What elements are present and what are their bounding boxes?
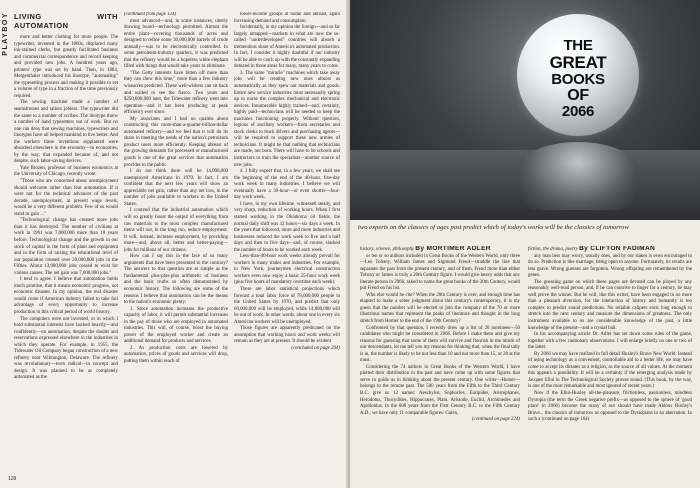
byline-by: By	[415, 246, 425, 252]
paragraph: I contend that the industrial automation which will so greatly boost the output of everything from raw materials to the most complex manufactured items will not, in the long run, reduce employment. It will, instead, increase employment, by providing more—and, above all, better and better-paying—jobs for millions of our citizens.	[124, 208, 228, 253]
paragraph: lower-income groups at home and abroad, again increasing demand and consumption.	[234, 12, 340, 24]
paragraph: more and better clothing for more people. The typewriter, invented in the 1860s, displaced many ink-stained clerks, but greatly facilitated business and commercial correspondence and record keeping and provided new jobs. A hundred years ago, printers' type was set by hand. Then, in 1884, Mergenthaler introduced his linotype, "automating" the typesetting process and making it possible to set a volume of type in a fraction of the time previously required.	[14, 35, 118, 99]
paragraph: Less-than-40-hour work weeks already prevail for workers in many trades and industries. For example, in New York, journeymen electrical construction workers even now enjoy a basic 25-hour work week (plus five hours of mandatory overtime each week).	[234, 254, 340, 286]
paragraph: I do not think there will be 14,000,000 unemployed Americans in 1970. In fact, I am confident that the next few years will show an appreciable net gain, rather than any net loss, in the number of jobs available to workers in the United States.	[124, 169, 228, 207]
page-number: 128	[8, 476, 17, 482]
article-title: LIVING WITH AUTOMATION	[14, 12, 118, 30]
byline	[360, 246, 520, 254]
paragraph: Those figures are apparently predicated on the assumption that working hours and work weeks will remain as they are at present. It should be evident	[234, 326, 340, 345]
paragraph: In his accompanying article Dr. Adler has set down some rules of the game, together with a few cautionary observations. I will enlarge briefly on one or two of the latter.	[528, 332, 692, 351]
continued-to-note: (concluded on page 204)	[291, 345, 340, 351]
continued-from-note: (continued from page 124)	[124, 12, 177, 17]
paragraph: I have, in my own lifetime, witnessed steady, and very sharp, reduction of working hours. When I first started working in the Oklahoma oil fields, the normal daily shift was 12 hours—six days a week. In the years that followed, more and more industries and businesses reduced the work week to five and a half days and then to five days—and, of course, slashed the number of hours to be worked each week.	[234, 201, 340, 253]
paragraph: The guessing game on which these pages are devoted can be played by any reasonably well-read person, and, if he can contrive to linger for a century, he may well prove the winner. But he will, like this writer, have been engaged in no more than a pleasant diversion, for the interaction of history and humanity is too complex to predict sound predictions. No reliable calipers exist long enough to stretch into the next century and measure the dimensions of greatness. The only instrument available to us are considerable knowledge of the past, a little knowledge of the present—and a crystal ball.	[528, 279, 692, 331]
paragraph: or ten or so authors included in Great Books of the Western World, only three—Leo Tolstoy, William James and Sigmund Freud—straddle the line that separates the past from the present century, and of them, Freud more than either Tolstoy or James is truly a 20th Century figure. I would give heavy odds that any literate person in 2066, asked to name the great books of the 20th Century, would put Freud on his list.	[360, 253, 520, 292]
byline-author: CLIFTON FADIMAN	[590, 246, 656, 252]
paragraph: Incidentally, in my opinion the foreign—and so far largely untapped—markets in what are now the so-called "underdeveloped" countries will absorb a tremendous share of America's automated production. In fact, I consider it highly doubtful if our industry will be able to catch up with the constantly expanding demand in those areas for many, many years to come.	[234, 25, 340, 70]
crystal-ball-stand	[518, 142, 638, 210]
paragraph: My associates and I had no qualms about constructing this more-than-a-quarter-billion-dollar automated refinery—and we feel that it will do its share in meeting the needs of the nation's petroleum product users more efficiently. Keeping abreast of the growing demands for processed or manufactured goods is one of the great services that automation provides to the public.	[124, 116, 228, 168]
paragraph: 1. Since automation increases the productive capacity of labor, it will permit substantial increases in the pay of those who are employed in automated industries. This will, of course, boost the buying power of the employed worker and create an additional demand for products and services.	[124, 306, 228, 345]
paragraph: 4. I fully expect that, in a few years, we shall see the beginning of the end of the 40-hour, five-day work week in many industries. I believe we will eventually have a 30-hour—or even shorter—four-day work week.	[234, 169, 340, 201]
byline-subject: fiction, the drama, poetry	[528, 247, 578, 252]
paragraph: Confronted by that question, I recently drew up a list of 20 nominees—50 candidates who might be considered in 2066. Before I make them and give my reasons for guessing that some of them will survive and flourish in the minds of our descendants, let me tell you my reasons for thinking that, when the final tally is in, the number is likely to be not less than 10 and not more than 15, or 20 at the most.	[360, 325, 520, 364]
left-column-1	[14, 12, 118, 474]
paragraph: 3. The same "miracle" machines which take away jobs will be creating new ones almost as automatically as they spew out materials and goods. Entire new service industries must necessarily spring up to nurse the complex mechanical and electronic devices. Innumerable highly trained—and, certainly, highly paid—technicians will be needed to keep the machines functioning properly. Without question, legions of ancillary workers—from secretaries and stock clerks to truck drivers and purchasing agents—will be required to support these new armies of technicians. It might be that nothing that technicians are made, not born. There will have to be schools and instructors to train the specialists—another source of new jobs.	[234, 70, 340, 168]
article-deck: two experts on the classics of ages past predict which of today's works will be the classics of tomorrow	[358, 224, 629, 231]
paragraph: There are labor statistical projections which forecast a total labor force of 78,000,000 people in the United States by 1970, and predict that only 60,000,000 will be employed, while 14,000,000 will be out of work. In other words, about one in every six American workers will be unemployed.	[234, 286, 340, 325]
paragraph: "The Getty interests have bitten off more than they can chew this time," more than a few industry wiseacres predicted. These well-wishers can sit back and waited to see the fiasco. Two years and $250,000,000 later, the Tidewater refinery went into operation—and it has been producing at peak efficiency ever since.	[124, 70, 228, 116]
byline-author: MORTIMER ADLER	[426, 246, 491, 252]
running-head: PLAYBOY	[2, 12, 9, 56]
left-column-2	[124, 12, 228, 474]
byline	[528, 246, 692, 254]
sphere-line: THE	[563, 37, 593, 54]
crystal-ball-text	[517, 38, 639, 120]
paragraph: Who else would he cite? When the 20th Century is over, and enough time has elapsed to make a sober judgment about this century's contemporary, it is my guess that the number will be elected to join the company of the 70 or more illustrious names that represent the peaks of literature and thought in the long stretch from Homer to the end of the 19th Century?	[360, 292, 520, 325]
paragraph: The computers were not invented, or in which I hold substantial interests have backed heavily—and confidently—on automation, despite the doubts and reservations expressed elsewhere in the industries in which they operate. For example, in 1955, the Tidewater Oil Company began construction of a new refinery near Wilmington, Delaware. The refinery was revolutionary—even radical—in concept and design. It was planned to be as completely automated as the	[14, 316, 118, 381]
paragraph: Now if the Ellul-Huxley all-the-pleasure, frictionless, passionless, mindless Dystopia (the term the Greek negative prefix—as opposed to the sphere of 'good place' in 2066) become the many of our should have made Aldous Huxley's Brave... the classics of tomorrow as opposed to the Dystopians in an aberration. In such a (continued on page 164)	[528, 391, 692, 423]
crystal-ball	[517, 14, 639, 136]
byline-by: By	[579, 246, 589, 252]
paragraph: The sewing machine made a number of seamstresses and tailors jobless. The typewriter did the same to a number of scribes. The linotype threw a number of hand typesetters out of work. But no one can deny that sewing machines, typewriters and linotypes have all helped mankind to live better. And the workers these inventions supplanted were absorbed elsewhere in the economy—in economies, by the way, that expanded because of, and not despite, such labor-saving devices.	[14, 100, 118, 165]
adler-column	[360, 246, 520, 480]
sphere-line: GREAT	[549, 53, 607, 72]
paragraph: I tend to agree. I believe that automation holds much promise, that it means economic progress, not economic disaster. In my opinion, the real disaster would come if American industry failed to take full advantage of every opportunity to increase production in this critical period of world history.	[14, 277, 118, 315]
paragraph: any man bets may worry, usually does, and by our stakes is even encouraged to do so. Prediction is like marriage, being open to anyone. Fortunately, its results are less grave. Wrong guesses are forgotten. Wrong offspring are remembered by the genes.	[528, 253, 692, 279]
paragraph: 2. As production costs are lowered by automation, prices of goods and services will drop, putting them within reach of	[124, 345, 228, 364]
paragraph: How can I say this in the face of so many arguments that have been presented to the contrary? The answers to that question are as simple as the fundamental plus-plus-plus arithmetic of business and the basic truths so often demonstrated by economic history. The following are some of the reasons I believe that automation can be the means to the nation's economic plenty:	[124, 254, 228, 306]
paragraph: "Those who are concerned about unemployment should welcome rather than fear automation. If it were not for the technical advances of the past decade, unemployment, at present wage levels, would be a very different problem. Few of us would stand to gain ..."	[14, 179, 118, 217]
paragraph: most advanced—and, in some instances, utterly drawing board—technology permitted. Almost the entire plant—covering thousands of acres and designed to refine some 30,000,000 barrels of crude annually—was to be electronically controlled. In some petroleum-industry quarters, it was predicted that the refinery would be a hopeless white elephant filled with things that would take years to eliminate.	[124, 18, 228, 70]
paragraph: Yale Brozen, professor of business economics at the University of Chicago, recently wrote:	[14, 165, 118, 178]
left-column-3	[234, 12, 340, 474]
crystal-ball-photo	[350, 0, 700, 220]
continued-to-note: (continued on page 224)	[472, 417, 520, 423]
paragraph: "Technological change has created more jobs than it has destroyed. The number of civilians at work in 1961 was 7,000,000 more than 10 years before. Technological change and the growth in our stock of capital in the form of plant and equipment and in the form of raising the educational level of our population created over 20,000,000 jobs in the Fifties. About 13,000,000 jobs ceased to exist for various causes. The net gain was 7,000,000 jobs."	[14, 218, 118, 276]
sphere-line: 2066	[561, 103, 595, 120]
sphere-line: OF	[567, 87, 589, 104]
byline-subject: history, science, philosophy	[360, 247, 415, 252]
sphere-line: BOOKS	[551, 71, 605, 88]
paragraph: Considering the 74 authors in Great Books of the Western World, I have plotted their distribution in the past and have come up with some figures that serve to guide us in thinking about the present century. One writer—Homer—belongs to the remote past. The 500 years from the Fifth to the Third Century B.C. give us 12 names: Aeschylus, Sophocles, Euripides, Aristophanes, Herodotus, Thucydides, Hippocrates, Plato, Aristotle, Euclid, Archimedes and Apollonius. In the 600 years from the First Century B.C. to the Fifth Century A.D., we have only 11 comparable figures: Galen,	[360, 364, 520, 416]
paragraph: By 2066 we may have realized in full detail Huxley's Brave New World. Instead of using technology as a convenient, controllable aid to a better life, we may have come to accept its dictates as a religion, as the source of all values. At the moment this appears a possibility. It will be a certainty if the emerging analysis made by Jacques Ellul in The Technological Society proves sound. (This book, by the way, is one of the most remarkable and most ignored of recent years.)	[528, 351, 692, 390]
fadiman-column	[528, 246, 692, 480]
